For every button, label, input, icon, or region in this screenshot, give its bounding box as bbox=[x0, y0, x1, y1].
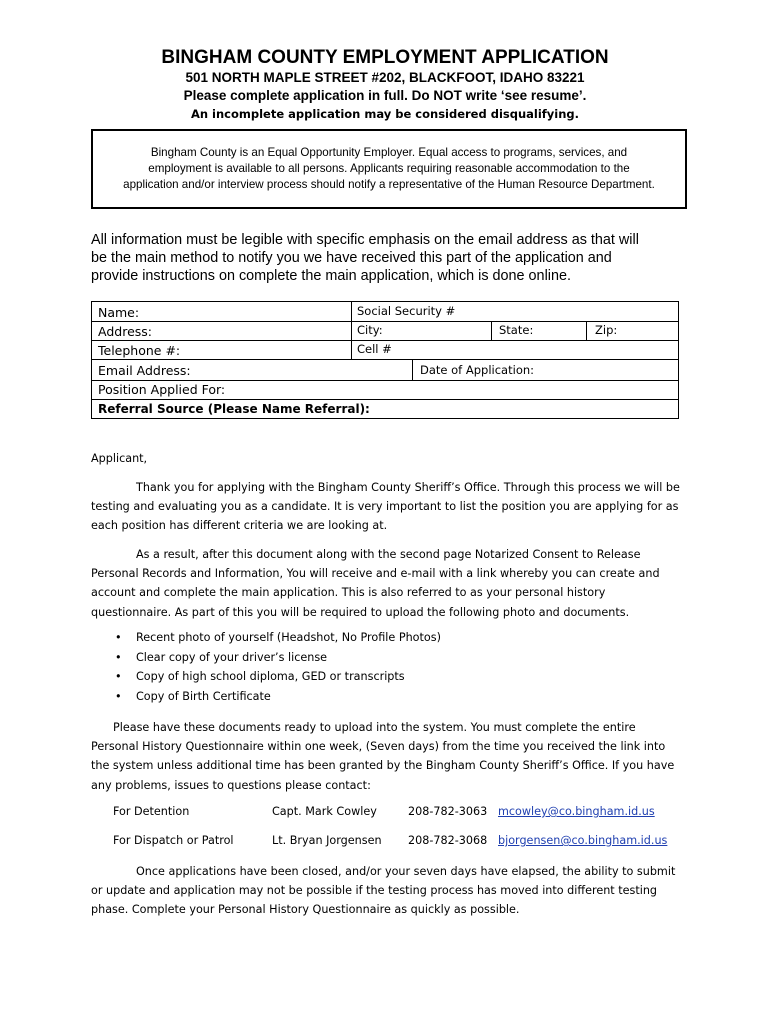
contact-phone: 208-782-3068 bbox=[408, 834, 488, 847]
list-item: Copy of high school diploma, GED or transcripts bbox=[136, 670, 405, 683]
paragraph-line: any problems, issues to questions please contact: bbox=[91, 778, 371, 792]
bullet-icon: • bbox=[115, 651, 122, 664]
list-item: Copy of Birth Certificate bbox=[136, 690, 271, 703]
position-field[interactable]: Position Applied For: bbox=[98, 382, 226, 397]
city-field[interactable]: City: bbox=[357, 323, 383, 337]
contact-role: For Dispatch or Patrol bbox=[113, 834, 234, 847]
legibility-line: All information must be legible with specific emphasis on the email address as that will bbox=[91, 232, 639, 248]
eoe-line: application and/or interview process should notify a representative of the Human Resource Department. bbox=[123, 178, 655, 191]
column-divider bbox=[586, 321, 587, 340]
cell-field[interactable]: Cell # bbox=[357, 342, 392, 356]
equal-opportunity-notice bbox=[91, 129, 687, 209]
paragraph-thank-you bbox=[91, 478, 691, 536]
paragraph-next-steps bbox=[91, 545, 691, 622]
email-field[interactable]: Email Address: bbox=[98, 363, 191, 378]
document-title: BINGHAM COUNTY EMPLOYMENT APPLICATION bbox=[161, 47, 609, 68]
paragraph-upload-instructions bbox=[91, 718, 691, 795]
list-item: Recent photo of yourself (Headshot, No Profile Photos) bbox=[136, 631, 441, 644]
column-divider bbox=[491, 321, 492, 340]
paragraph-line: Personal Records and Information, You will receive and e-mail with a link whereby you can create and bbox=[91, 567, 660, 581]
legibility-line: provide instructions on complete the main application, which is done online. bbox=[91, 268, 571, 284]
paragraph-line: phase. Complete your Personal History Questionnaire as quickly as possible. bbox=[91, 903, 520, 917]
eoe-line: employment is available to all persons. Applicants requiring reasonable accommodation to the bbox=[148, 162, 630, 175]
telephone-field[interactable]: Telephone #: bbox=[98, 343, 181, 358]
paragraph-line: or update and application may not be possible if the testing process has moved into different testing bbox=[91, 884, 658, 898]
legibility-statement bbox=[91, 231, 691, 285]
row-divider bbox=[92, 340, 678, 341]
list-item: Clear copy of your driver’s license bbox=[136, 651, 328, 664]
row-divider bbox=[92, 321, 678, 322]
row-divider bbox=[92, 359, 678, 360]
paragraph-line: account and complete the main application. This is also referred to as your personal history bbox=[91, 586, 606, 600]
paragraph-line: Thank you for applying with the Bingham County Sheriff’s Office. Through this process we will be bbox=[136, 481, 680, 494]
bullet-icon: • bbox=[115, 631, 122, 644]
contact-phone: 208-782-3063 bbox=[408, 805, 488, 818]
column-divider bbox=[412, 359, 413, 380]
column-divider bbox=[351, 302, 352, 360]
paragraph-line: Please have these documents ready to upload into the system. You must complete the entire bbox=[113, 721, 636, 734]
paragraph-line: each position has different criteria we are looking at. bbox=[91, 519, 388, 533]
eoe-line: Bingham County is an Equal Opportunity Employer. Equal access to programs, services, and bbox=[150, 146, 628, 159]
paragraph-line: questionnaire. As part of this you will be required to upload the following photo and documents. bbox=[91, 605, 630, 619]
paragraph-line: Personal History Questionnaire within one week, (Seven days) from the time you received the link into bbox=[91, 740, 666, 754]
paragraph-line: the system unless additional time has been granted by the Bingham County Sheriff’s Office. If you have bbox=[91, 759, 675, 773]
state-field[interactable]: State: bbox=[499, 323, 534, 337]
legibility-line: be the main method to notify you we have received this part of the application and bbox=[91, 250, 612, 266]
paragraph-line: testing and evaluating you as a candidate. It is very important to list the position you are applying for as bbox=[91, 500, 679, 514]
application-date-field[interactable]: Date of Application: bbox=[420, 363, 535, 377]
name-field[interactable]: Name: bbox=[98, 305, 140, 320]
zip-field[interactable]: Zip: bbox=[595, 323, 618, 337]
greeting: Applicant, bbox=[91, 452, 148, 465]
paragraph-line: Once applications have been closed, and/or your seven days have elapsed, the ability to submit bbox=[136, 865, 676, 878]
contact-name: Lt. Bryan Jorgensen bbox=[272, 834, 382, 847]
paragraph-closing bbox=[91, 862, 691, 920]
row-divider bbox=[92, 380, 678, 381]
county-address: 501 NORTH MAPLE STREET #202, BLACKFOOT, IDAHO 83221 bbox=[185, 70, 585, 85]
referral-field[interactable]: Referral Source (Please Name Referral): bbox=[98, 402, 370, 416]
contact-name: Capt. Mark Cowley bbox=[272, 805, 377, 818]
applicant-info-form bbox=[91, 301, 679, 419]
completion-instruction: Please complete application in full. Do NOT write ‘see resume’. bbox=[183, 88, 587, 103]
contact-role: For Detention bbox=[113, 805, 190, 818]
address-field[interactable]: Address: bbox=[98, 324, 152, 339]
contact-email-link[interactable]: mcowley@co.bingham.id.us bbox=[498, 805, 655, 818]
ssn-field[interactable]: Social Security # bbox=[357, 304, 456, 318]
bullet-icon: • bbox=[115, 670, 122, 683]
disqualification-warning: An incomplete application may be considered disqualifying. bbox=[190, 107, 580, 121]
row-divider bbox=[92, 399, 678, 400]
paragraph-line: As a result, after this document along with the second page Notarized Consent to Release bbox=[136, 548, 641, 561]
contact-email-link[interactable]: bjorgensen@co.bingham.id.us bbox=[498, 834, 668, 847]
bullet-icon: • bbox=[115, 690, 122, 703]
